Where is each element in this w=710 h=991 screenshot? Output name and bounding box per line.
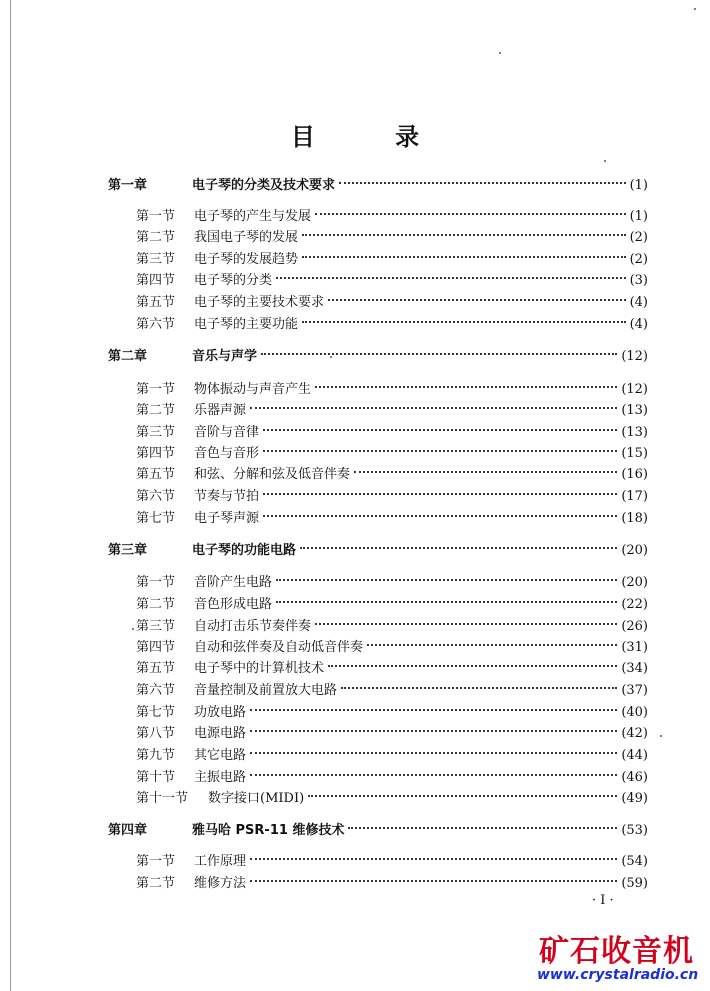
dot-leader [250, 752, 617, 754]
dot-leader [250, 774, 617, 776]
entry-number: 第八节 [136, 726, 176, 741]
entry-number: 第四节 [136, 446, 176, 461]
dot-leader [250, 858, 617, 860]
entry-title: 电子琴的分类 [194, 273, 273, 288]
toc-section-row [136, 509, 648, 529]
entry-title: 维修方法 [194, 876, 247, 891]
scan-speck [499, 52, 501, 54]
toc-section-row [136, 271, 648, 291]
toc-section-row [136, 724, 648, 744]
entry-page: (15) [621, 446, 648, 461]
toc-section-row [136, 638, 648, 658]
entry-title: 其它电路 [194, 748, 247, 763]
dot-leader [250, 730, 617, 732]
dot-leader [315, 386, 617, 388]
entry-page: (54) [621, 854, 648, 869]
toc-section-row [136, 595, 648, 615]
entry-number: 第四节 [136, 273, 176, 288]
entry-page: (20) [621, 543, 648, 558]
toc-section-row [136, 746, 648, 766]
entry-number: 第二节 [136, 403, 176, 418]
entry-title: 电子琴的主要功能 [194, 317, 299, 332]
entry-title: 音色与音形 [194, 446, 260, 461]
dot-leader [263, 429, 617, 431]
entry-title: 音阶与音律 [194, 425, 260, 440]
entry-number: 第十一节 [136, 791, 189, 806]
entry-number: 第三节 [136, 619, 176, 634]
dot-leader [302, 234, 626, 236]
entry-title: 电子琴的产生与发展 [194, 209, 312, 224]
toc-chapter-row [108, 821, 648, 841]
entry-number: 第二节 [136, 876, 176, 891]
entry-page: (49) [621, 791, 648, 806]
entry-number: 第十节 [136, 770, 176, 785]
entry-number: 第四节 [136, 640, 176, 655]
entry-number: 第三节 [136, 252, 176, 267]
toc-section-row [136, 681, 648, 701]
entry-title: 电子琴声源 [194, 511, 260, 526]
entry-number: 第九节 [136, 748, 176, 763]
dot-leader [367, 644, 617, 646]
entry-number: 第四章 [108, 823, 148, 838]
entry-title: 音乐与声学 [192, 349, 258, 364]
dot-leader [276, 277, 626, 279]
page-folio: · I · [592, 893, 614, 908]
entry-page: (4) [629, 317, 648, 332]
entry-number: 第二章 [108, 349, 148, 364]
toc-section-row [136, 465, 648, 485]
entry-title: 功放电路 [194, 705, 247, 720]
entry-title: 音量控制及前置放大电路 [194, 683, 338, 698]
entry-page: (17) [621, 489, 648, 504]
dot-leader [250, 407, 617, 409]
entry-number: 第五节 [136, 295, 176, 310]
entry-page: (1) [629, 209, 648, 224]
entry-page: (1) [629, 178, 648, 193]
dot-leader [302, 321, 626, 323]
toc-section-row [136, 768, 648, 788]
entry-title: 节奏与节拍 [194, 489, 260, 504]
dot-leader [302, 256, 626, 258]
toc-section-row [136, 617, 648, 637]
scan-speck [660, 735, 662, 737]
scan-speck [330, 356, 332, 358]
toc-chapter-row [108, 176, 648, 196]
entry-title: 音色形成电路 [194, 597, 273, 612]
toc-section-row [136, 250, 648, 270]
dot-leader [339, 182, 626, 184]
entry-title: 我国电子琴的发展 [194, 230, 299, 245]
entry-title: 雅马哈 PSR-11 维修技术 [192, 823, 345, 838]
entry-page: (37) [621, 683, 648, 698]
entry-title: 电子琴的功能电路 [192, 543, 297, 558]
entry-number: 第一章 [108, 178, 148, 193]
page-title: 目 录 [290, 123, 456, 151]
toc-section-row [136, 487, 648, 507]
dot-leader [348, 827, 617, 829]
entry-page: (46) [621, 770, 648, 785]
entry-page: (31) [621, 640, 648, 655]
toc-section-row [136, 852, 648, 872]
entry-page: (53) [621, 823, 648, 838]
entry-title: 电源电路 [194, 726, 247, 741]
entry-title: 工作原理 [194, 854, 247, 869]
entry-page: (12) [621, 349, 648, 364]
toc-section-row [136, 423, 648, 443]
entry-number: 第六节 [136, 317, 176, 332]
entry-page: (4) [629, 295, 648, 310]
entry-page: (2) [629, 252, 648, 267]
toc-section-row [136, 401, 648, 421]
entry-page: (44) [621, 748, 648, 763]
dot-leader [315, 623, 617, 625]
dot-leader [300, 547, 617, 549]
entry-number: 第六节 [136, 489, 176, 504]
dot-leader [263, 493, 617, 495]
dot-leader [276, 601, 617, 603]
entry-page: (42) [621, 726, 648, 741]
entry-title: 电子琴的发展趋势 [194, 252, 299, 267]
entry-number: 第六节 [136, 683, 176, 698]
entry-page: (13) [621, 425, 648, 440]
dot-leader [315, 213, 626, 215]
entry-title: 主振电路 [194, 770, 247, 785]
toc-section-row [136, 293, 648, 313]
toc-section-row [136, 207, 648, 227]
entry-page: (59) [621, 876, 648, 891]
entry-page: (13) [621, 403, 648, 418]
entry-page: (20) [621, 575, 648, 590]
toc-section-row [136, 659, 648, 679]
entry-page: (22) [621, 597, 648, 612]
entry-title: 电子琴的分类及技术要求 [192, 178, 336, 193]
scan-speck [132, 628, 134, 630]
entry-title: 数字接口(MIDI) [208, 791, 305, 806]
entry-title: 物体振动与声音产生 [194, 382, 312, 397]
entry-page: (3) [629, 273, 648, 288]
entry-number: 第二节 [136, 230, 176, 245]
dot-leader [261, 353, 617, 355]
entry-number: 第三章 [108, 543, 148, 558]
toc-section-row [136, 789, 648, 809]
entry-page: (16) [621, 467, 648, 482]
watermark-url: www.crystalradio.cn [537, 967, 699, 983]
dot-leader [328, 665, 617, 667]
dot-leader [263, 515, 617, 517]
toc-section-row [136, 228, 648, 248]
entry-title: 自动和弦伴奏及自动低音伴奏 [194, 640, 364, 655]
entry-title: 音阶产生电路 [194, 575, 273, 590]
dot-leader [250, 880, 617, 882]
toc-section-row [136, 874, 648, 894]
entry-title: 自动打击乐节奏伴奏 [194, 619, 312, 634]
entry-page: (18) [621, 511, 648, 526]
entry-number: 第二节 [136, 597, 176, 612]
entry-number: 第七节 [136, 705, 176, 720]
entry-number: 第一节 [136, 854, 176, 869]
entry-number: 第五节 [136, 661, 176, 676]
scan-speck [604, 160, 606, 162]
entry-number: 第一节 [136, 575, 176, 590]
scan-speck [694, 8, 696, 10]
entry-title: 乐器声源 [194, 403, 247, 418]
dot-leader [250, 709, 617, 711]
entry-number: 第七节 [136, 511, 176, 526]
dot-leader [308, 795, 617, 797]
dot-leader [328, 299, 626, 301]
entry-page: (26) [621, 619, 648, 634]
toc-section-row [136, 444, 648, 464]
dot-leader [276, 579, 617, 581]
toc-section-row [136, 703, 648, 723]
toc-chapter-row [108, 347, 648, 367]
entry-page: (2) [629, 230, 648, 245]
toc-chapter-row [108, 541, 648, 561]
toc-section-row [136, 315, 648, 335]
toc-section-row [136, 380, 648, 400]
dot-leader [341, 687, 617, 689]
entry-number: 第一节 [136, 382, 176, 397]
entry-title: 电子琴中的计算机技术 [194, 661, 325, 676]
entry-page: (12) [621, 382, 648, 397]
watermark-site-name: 矿石收音机 [539, 934, 694, 969]
entry-page: (40) [621, 705, 648, 720]
entry-page: (34) [621, 661, 648, 676]
entry-title: 电子琴的主要技术要求 [194, 295, 325, 310]
entry-number: 第三节 [136, 425, 176, 440]
entry-title: 和弦、分解和弦及低音伴奏 [194, 467, 351, 482]
entry-number: 第五节 [136, 467, 176, 482]
dot-leader [354, 471, 617, 473]
dot-leader [263, 450, 617, 452]
entry-number: 第一节 [136, 209, 176, 224]
toc-section-row [136, 573, 648, 593]
